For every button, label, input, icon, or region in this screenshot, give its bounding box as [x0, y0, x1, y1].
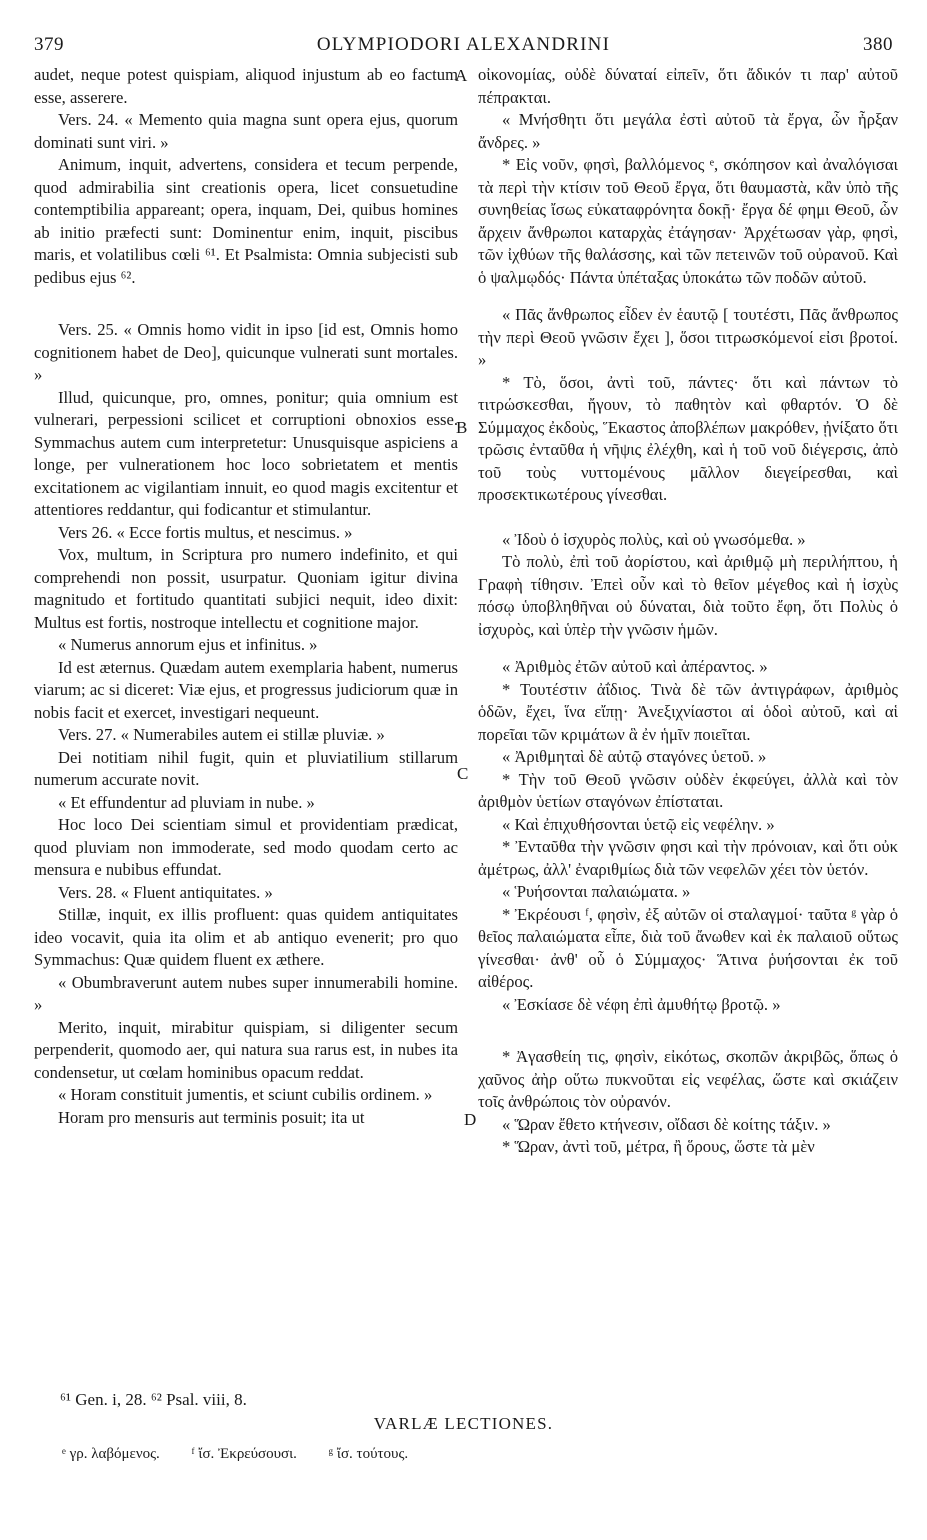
latin-paragraph: Illud, quicunque, pro, omnes, ponitur; quia omnium est vulnerari, perpessioni scilicet et corruptioni obnoxios esse. Symmachus autem cum interpretetur: Unusquisque aspiciens a longe, per vulnerationem hoc loco sobrietatem et mentis excitationem ac vigilantiam innuit, eo quod magis excitentur et attentiores reddantur, qui fodicantur et stimulantur.: [34, 387, 458, 519]
margin-letter-c: C: [457, 764, 469, 783]
greek-paragraph: « Ῥυήσονται παλαιώματα. »: [502, 882, 691, 901]
left-page-number: 379: [34, 34, 64, 55]
margin-letter-d: D: [464, 1110, 477, 1129]
latin-paragraph: « Horam constituit jumentis, et sciunt cubilis ordinem. »: [58, 1085, 433, 1104]
greek-paragraph: Τὸ πολὺ, ἐπὶ τοῦ ἀορίστου, καὶ ἀριθμῷ μὴ περιλήπτου, ἡ Γραφὴ τίθησιν. Ἐπεὶ οὖν καὶ τὸ θεῖον μέγεθος καὶ ἡ ἰσχὺς πόσῳ ὑποβληθῆναι οὐ δύναται, διὰ τοῦτο ἔφη, ὅτι Πολὺς ὁ ἰσχυρὸς, καὶ ὑπὲρ τὴν γνῶσιν ἡμῶν.: [478, 552, 898, 639]
greek-paragraph: « Πᾶς ἄνθρωπος εἶδεν ἐν ἑαυτῷ [ τουτέστι, Πᾶς ἄνθρωπος τὴν περὶ Θεοῦ γνῶσιν ἔχει ], ὅσοι τιτρωσκόμενοί εἰσι βροτοί. »: [478, 305, 898, 369]
greek-paragraph: οἰκονομίας, οὐδὲ δύναταί εἰπεῖν, ὅτι ἄδικόν τι παρ' αὐτοῦ πέπρακται.: [478, 65, 898, 107]
latin-paragraph: Merito, inquit, mirabitur quispiam, si diligenter secum perpenderit, quomodo aer, qui natura sua rarus est, in nubes ita condensetur, ut cœlam hominibus opacum reddat.: [34, 1017, 458, 1082]
margin-letter-b: B: [456, 418, 468, 437]
greek-paragraph: « Μνήσθητι ὅτι μεγάλα ἐστὶ αὐτοῦ τὰ ἔργα, ὧν ἦρξαν ἄνδρες. »: [478, 110, 898, 152]
variant-g: ᵍ ἴσ. τούτους.: [328, 1446, 409, 1462]
greek-paragraph: « Ἰδοὺ ὁ ἰσχυρὸς πολὺς, καὶ οὐ γνωσόμεθα. »: [502, 529, 806, 549]
variant-e: ᵉ γρ. λαβόμενος.: [62, 1446, 160, 1462]
greek-paragraph: * Ἀγασθείη τις, φησὶν, εἰκότως, σκοπῶν ἀκριβῶς, ὅπως ὁ χαῦνος ἀὴρ οὕτω πυκνοῦται εἰς νεφέλας, ὥστε καὶ σκιάζειν τοῖς ἀνθρώποις τὸν οὐρανόν.: [478, 1047, 898, 1111]
margin-letter-a: A: [455, 66, 468, 85]
running-title: OLYMPIODORI ALEXANDRINI: [316, 34, 611, 55]
latin-paragraph: Vers 26. « Ecce fortis multus, et nescimus. »: [58, 522, 353, 542]
greek-column: [478, 64, 898, 1159]
latin-paragraph: Vers. 27. « Numerabiles autem ei stillæ pluviæ. »: [58, 725, 385, 744]
greek-paragraph: * Ἐνταῦθα τὴν γνῶσιν φησι καὶ τὴν πρόνοιαν, καὶ ὅτι οὐκ ἀμέτρως, ἀλλ' ἐναριθμίως διὰ τῶν νεφελῶν χέει τὸν ὑετόν.: [478, 837, 898, 879]
latin-paragraph: Animum, inquit, advertens, considera et tecum perpende, quod admirabilia sint creationis opera, licet consuetudine contemptibilia appareant; opera, inquam, Dei, quibus homines ab initio præfecti sunt: Dominentur enim, inquit, piscibus maris, et volatilibus cœli ⁶¹. Et Psalmista: Omnia subjecisti sub pedibus ejus ⁶².: [34, 155, 458, 287]
variant-f: ᶠ ἴσ. Ἐκρεύσουσι.: [191, 1446, 297, 1462]
greek-paragraph: « Ἐσκίασε δὲ νέφη ἐπὶ ἀμυθήτῳ βροτῷ. »: [502, 994, 781, 1014]
greek-paragraph: * Τουτέστιν ἀΐδιος. Τινὰ δὲ τῶν ἀντιγράφων, ἀριθμὸς ὁδῶν, ἔχει, ἵνα εἴπῃ· Ἀνεξιχνίαστοι αἱ ὁδοὶ αὐτοῦ, καὶ αἱ πορεῖαι τῶν κριμάτων ἃ ἐν ἡμῖν ποιεῖται.: [478, 679, 898, 744]
right-page-number: 380: [863, 34, 893, 55]
variae-lectiones-list: [62, 1446, 436, 1463]
latin-column: [34, 64, 458, 1129]
greek-paragraph: « Ἀριθμηταὶ δὲ αὐτῷ σταγόνες ὑετοῦ. »: [502, 747, 767, 766]
greek-paragraph: * Ἐκρέουσι ᶠ, φησὶν, ἐξ αὐτῶν οἱ σταλαγμοί· ταῦτα ᵍ γὰρ ὁ θεῖος παλαιώματα εἶπε, διὰ τοῦ ἄνωθεν καὶ ἐκ παλαιοῦ οὕτως γίνεσθαι· ἀνθ' οὗ ὁ Σύμμαχος· Ἅτινα ῥυήσονται ἐκ τοῦ αἰθέρος.: [478, 904, 898, 991]
greek-paragraph: * Ὥραν, ἀντὶ τοῦ, μέτρα, ἢ ὅρους, ὥστε τὰ μὲν: [502, 1137, 815, 1156]
latin-paragraph: « Et effundentur ad pluviam in nube. »: [58, 792, 315, 812]
latin-paragraph: Horam pro mensuris aut terminis posuit; ita ut: [58, 1107, 365, 1127]
latin-paragraph: Id est æternus. Quædam autem exemplaria habent, numerus viarum; ac si diceret: Viæ ejus, et progressus judiciorum quæ in nobis facit et exercet, investigari nequeunt.: [34, 657, 458, 722]
latin-paragraph: « Numerus annorum ejus et infinitus. »: [58, 635, 318, 654]
greek-paragraph: * Εἰς νοῦν, φησὶ, βαλλόμενος ᵉ, σκόπησον καὶ ἀναλόγισαι τὰ περὶ τὴν κτίσιν τοῦ Θεοῦ ἔργα, ὅτι θαυμαστὰ, κἂν ὑπὸ τῆς συνηθείας ἴσως εὐκαταφρόνητα δοκῇ· ἔργα δέ φημι Θεοῦ, ὧν ἄρχειν ἄνθρωποι καταρχὰς ἐτάγησαν· Ἀρχέτωσαν γὰρ, φησὶ, τῶν ἰχθύων τῆς θαλάσσης, καὶ τῶν πετεινῶν τοῦ οὐρανοῦ. Καὶ ὁ ψαλμῳδός· Πάντα ὑπέταξας ὑποκάτω τῶν ποδῶν αὐτοῦ.: [478, 155, 898, 287]
greek-paragraph: * Τὴν τοῦ Θεοῦ γνῶσιν οὐδὲν ἐκφεύγει, ἀλλὰ καὶ τὸν ἀριθμὸν ὑετίων σταγόνων ἐπίσταται.: [478, 769, 898, 811]
greek-paragraph: « Ὥραν ἔθετο κτήνεσιν, οἴδασι δὲ κοίτης τάξιν. »: [502, 1114, 831, 1134]
latin-paragraph: Vers. 28. « Fluent antiquitates. »: [58, 882, 273, 902]
latin-paragraph: Hoc loco Dei scientiam simul et providentiam prædicat, quod pluviam non immoderate, sed modo quodam certo ac mensura e nubibus effundat.: [34, 815, 458, 879]
variae-lectiones-title: VARLÆ LECTIONES.: [373, 1414, 554, 1433]
latin-paragraph: « Obumbraverunt autem nubes super innumerabili homine. »: [34, 972, 458, 1014]
latin-paragraph: Dei notitiam nihil fugit, quin et pluviatilium stillarum numerum accurate novit.: [34, 747, 458, 789]
latin-paragraph: Stillæ, inquit, ex illis profluent: quas quidem antiquitates ideo vocavit, quia ita olim et ab antiquo evenerit; pro quo Symmachus: Quæ quidem fluent ex æthere.: [34, 905, 458, 969]
latin-paragraph: Vox, multum, in Scriptura pro numero indefinito, et qui comprehendi non possit, usurpatur. Quoniam igitur divina magnitudo et fortitudo quantitati subjici nequit, ideo dixit: Multus est fortis, nostroque intellectu et cognitione major.: [34, 545, 458, 632]
footnotes: ⁶¹ Gen. i, 28. ⁶² Psal. viii, 8.: [60, 1390, 247, 1409]
greek-paragraph: « Καὶ ἐπιχυθήσονται ὑετῷ εἰς νεφέλην. »: [502, 814, 775, 834]
latin-paragraph: Vers. 25. « Omnis homo vidit in ipso [id est, Omnis homo cognitionem habet de Deo], quicunque vulnerati sunt mortales. »: [34, 320, 458, 384]
latin-paragraph: Vers. 24. « Memento quia magna sunt opera ejus, quorum dominati sunt viri. »: [34, 110, 458, 152]
greek-paragraph: « Ἀριθμὸς ἐτῶν αὐτοῦ καὶ ἀπέραντος. »: [502, 657, 768, 676]
latin-paragraph: audet, neque potest quispiam, aliquod injustum ab eo factum esse, asserere.: [34, 65, 458, 107]
greek-paragraph: * Τὸ, ὅσοι, ἀντὶ τοῦ, πάντες· ὅτι καὶ πάντων τὸ τιτρώσκεσθαι, ἤγουν, τὸ παθητὸν καὶ φθαρτόν. Ὁ δὲ Σύμμαχος ἐκδοὺς, Ἕκαστος ἀποβλέπων μακρόθεν, ᾐνίξατο ὅτι τρῶσις ἐνταῦθα ἡ νῆψις ἐλέχθη, καὶ ἡ τοῦ νοῦ διέγερσις, ἀπὸ τοῦ τοὺς νυττομένους μᾶλλον διεγείρεσθαι, καὶ προσεκτικωτέρους γίνεσθαι.: [478, 372, 898, 504]
